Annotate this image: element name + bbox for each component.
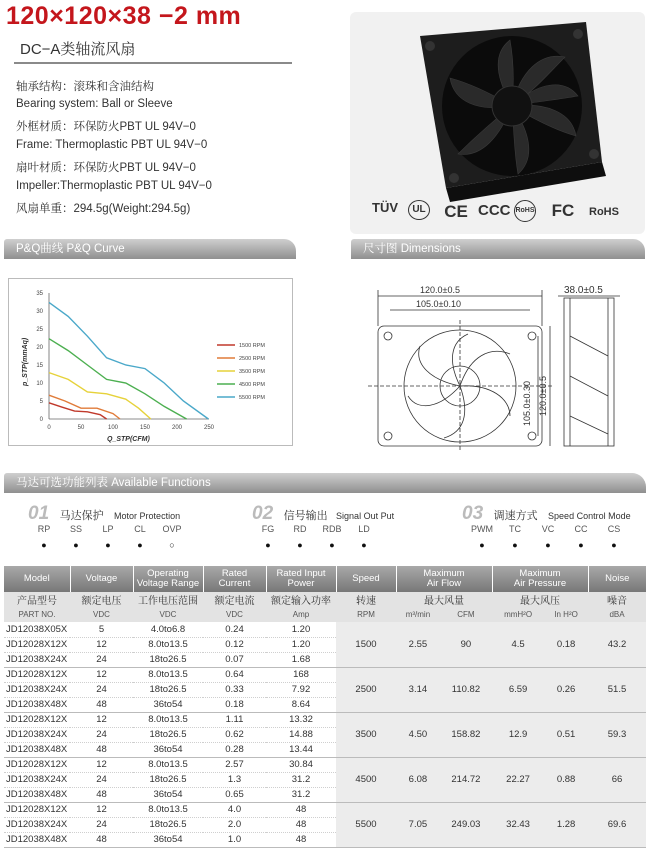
table-cell: 0.18 (203, 697, 266, 712)
group-cell-noise: 66 (588, 757, 646, 802)
x-tick-label: 0 (47, 425, 51, 431)
group-cell-noise: 69.6 (588, 802, 646, 847)
table-cell: 5 (70, 622, 133, 637)
table-cell: 31.2 (266, 772, 336, 787)
table-cell: 12 (70, 637, 133, 652)
spec-table (4, 566, 646, 848)
table-cell: 1.0 (203, 832, 266, 847)
function-code: TC (509, 524, 521, 534)
y-axis-label: p_STP(mmAq) (22, 337, 29, 386)
table-cell: 31.2 (266, 787, 336, 802)
table-cell: 18to26.5 (133, 817, 203, 832)
y-tick-label: 5 (39, 399, 43, 405)
th-pressure: Maximum Air Pressure (492, 566, 588, 592)
table-cell: 1.20 (266, 637, 336, 652)
table-cell: 0.65 (203, 787, 266, 802)
group-cell-m3: 7.05 (396, 802, 440, 847)
group-cell-cfm: 158.82 (440, 712, 492, 757)
group-cell-mmh2o: 22.27 (492, 757, 544, 802)
rohs-icon: RoHS (589, 206, 619, 218)
table-cell: 0.64 (203, 667, 266, 682)
spec-frame-cn: 外框材质：环保防火PBT UL 94V−0 (16, 121, 196, 133)
y-tick-label: 35 (36, 291, 43, 297)
table-row (4, 712, 646, 727)
function-code: RD (293, 524, 307, 534)
th-speed: Speed (336, 566, 396, 592)
group-cell-cfm: 90 (440, 622, 492, 667)
table-cell: JD12038X24X (4, 727, 70, 742)
table-cell: 0.12 (203, 637, 266, 652)
table-cell: 8.0to13.5 (133, 712, 203, 727)
legend-label: 1500 RPM (239, 343, 265, 349)
x-tick-label: 100 (107, 425, 119, 431)
section-dimensions: 尺寸图 Dimensions (351, 239, 645, 259)
cn-current: 额定电流 (203, 592, 266, 607)
table-cell: 18to26.5 (133, 727, 203, 742)
table-cell: JD12028X12X (4, 712, 70, 727)
table-cell: 1.68 (266, 652, 336, 667)
rohs-check-icon: RoHS (514, 200, 536, 222)
group-cell-cfm: 249.03 (440, 802, 492, 847)
group-cell-mmh2o: 32.43 (492, 802, 544, 847)
group-cell-noise: 43.2 (588, 622, 646, 667)
function-availability-mark: ● (479, 540, 485, 550)
group-cell-cfm: 214.72 (440, 757, 492, 802)
table-cell: 48 (70, 742, 133, 757)
table-row (4, 802, 646, 817)
table-cell: JD12038X48X (4, 787, 70, 802)
unit-mmh2o: mmH²O (492, 607, 544, 622)
group-cell-speed: 1500 (336, 622, 396, 667)
group-cell-inh2o: 0.51 (544, 712, 588, 757)
function-code: CL (134, 524, 146, 534)
table-cell: JD12038X24X (4, 817, 70, 832)
pq-chart (9, 279, 294, 447)
function-number: 01 (28, 503, 50, 524)
function-availability-mark: ● (512, 540, 518, 550)
table-cell: 168 (266, 667, 336, 682)
dim-outer-height: 120.0±0.5 (538, 376, 548, 416)
spec-impeller-en: Impeller:Thermoplastic PBT UL 94V−0 (16, 180, 212, 192)
table-cell: 4.0to6.8 (133, 622, 203, 637)
function-group-signal (252, 503, 394, 525)
table-cell: 2.57 (203, 757, 266, 772)
th-model: Model (4, 566, 70, 592)
y-tick-label: 0 (39, 417, 43, 423)
table-cell: 48 (266, 802, 336, 817)
cn-voltage: 额定电压 (70, 592, 133, 607)
th-airflow: Maximum Air Flow (396, 566, 492, 592)
table-cell: 12 (70, 757, 133, 772)
table-cell: 1.11 (203, 712, 266, 727)
table-cell: 24 (70, 817, 133, 832)
function-code: RDB (322, 524, 342, 534)
table-row (4, 622, 646, 637)
th-noise: Noise (588, 566, 646, 592)
group-cell-speed: 2500 (336, 667, 396, 712)
group-cell-mmh2o: 12.9 (492, 712, 544, 757)
function-number: 02 (252, 503, 274, 524)
function-title-en: Signal Out Put (336, 511, 395, 521)
table-cell: JD12038X24X (4, 652, 70, 667)
table-cell: 18to26.5 (133, 652, 203, 667)
x-tick-label: 200 (171, 425, 183, 431)
group-cell-speed: 5500 (336, 802, 396, 847)
dim-depth: 38.0±0.5 (564, 285, 603, 296)
section-functions: 马达可选功能列表 Available Functions (4, 473, 646, 493)
function-availability-mark: ● (73, 540, 79, 550)
cn-airflow: 最大风量 (396, 592, 492, 607)
table-cell: JD12038X48X (4, 742, 70, 757)
function-code: LD (358, 524, 370, 534)
table-cell: JD12038X24X (4, 772, 70, 787)
group-cell-speed: 4500 (336, 757, 396, 802)
table-cell: 14.88 (266, 727, 336, 742)
function-group-speed (462, 503, 631, 525)
unit-vdc: VDC (70, 607, 133, 622)
function-availability-mark: ● (545, 540, 551, 550)
y-tick-label: 30 (36, 309, 43, 315)
function-availability-mark: ● (265, 540, 271, 550)
spec-frame-en: Frame: Thermoplastic PBT UL 94V−0 (16, 139, 208, 151)
function-availability-mark: ● (578, 540, 584, 550)
table-cell: 18to26.5 (133, 682, 203, 697)
group-cell-cfm: 110.82 (440, 667, 492, 712)
spec-bearing-cn: 轴承结构：滚珠和含油结构 (16, 81, 154, 93)
table-cell: 13.32 (266, 712, 336, 727)
function-availability-mark: ● (105, 540, 111, 550)
table-cell: 48 (266, 832, 336, 847)
cn-pressure: 最大风压 (492, 592, 588, 607)
group-cell-inh2o: 0.18 (544, 622, 588, 667)
legend-label: 4500 RPM (239, 382, 265, 388)
unit-cfm: CFM (440, 607, 492, 622)
unit-rpm: RPM (336, 607, 396, 622)
function-availability-mark: ● (329, 540, 335, 550)
th-current: Rated Current (203, 566, 266, 592)
spec-weight: 风扇单重：294.5g(Weight:294.5g) (16, 203, 191, 215)
function-code: OVP (162, 524, 182, 534)
y-tick-label: 25 (36, 327, 43, 333)
table-cell: JD12038X48X (4, 832, 70, 847)
ce-icon: CE (444, 202, 468, 221)
table-cell: 0.07 (203, 652, 266, 667)
function-code: PWM (471, 524, 493, 534)
table-cell: 8.0to13.5 (133, 757, 203, 772)
y-tick-label: 10 (36, 381, 43, 387)
legend-label: 3500 RPM (239, 369, 265, 375)
table-cell: 8.0to13.5 (133, 637, 203, 652)
function-availability-mark: ● (41, 540, 47, 550)
table-cell: 12 (70, 667, 133, 682)
x-tick-label: 150 (139, 425, 151, 431)
table-cell: 36to54 (133, 742, 203, 757)
function-code: FG (261, 524, 275, 534)
cn-voltage-range: 工作电压范围 (133, 592, 203, 607)
table-cell: JD12028X12X (4, 667, 70, 682)
unit-m3min: m³/min (396, 607, 440, 622)
table-cell: 0.24 (203, 622, 266, 637)
x-axis-label: Q_STP(CFM) (107, 436, 150, 443)
group-cell-m3: 4.50 (396, 712, 440, 757)
table-cell: 24 (70, 772, 133, 787)
table-cell: 1.3 (203, 772, 266, 787)
table-cell: JD12038X48X (4, 697, 70, 712)
table-row (4, 667, 646, 682)
function-availability-mark: ● (611, 540, 617, 550)
table-cell: JD12038X05X (4, 622, 70, 637)
function-title-en: Speed Control Mode (548, 511, 631, 521)
x-tick-label: 50 (77, 425, 85, 431)
function-group-motor (28, 503, 180, 525)
table-cell: 48 (70, 787, 133, 802)
dim-hole-width: 105.0±0.10 (416, 299, 461, 309)
function-availability-mark: ● (361, 540, 367, 550)
group-cell-mmh2o: 6.59 (492, 667, 544, 712)
cn-speed: 转速 (336, 592, 396, 607)
ul-icon: UL (408, 200, 430, 220)
function-code: RP (37, 524, 51, 534)
series-line-4500-rpm (49, 339, 187, 419)
table-cell: 12 (70, 712, 133, 727)
unit-part: PART NO. (4, 607, 70, 622)
table-cell: JD12028X12X (4, 637, 70, 652)
table-cell: 24 (70, 682, 133, 697)
function-availability-mark: ○ (169, 540, 175, 550)
x-tick-label: 250 (203, 425, 215, 431)
unit-inh2o: In H²O (544, 607, 588, 622)
dim-outer-width: 120.0±0.5 (420, 285, 460, 295)
function-number: 03 (462, 503, 484, 524)
th-power: Rated Input Power (266, 566, 336, 592)
spec-bearing-en: Bearing system: Ball or Sleeve (16, 98, 173, 110)
ccc-icon: CCC (478, 202, 511, 219)
table-cell: 12 (70, 802, 133, 817)
section-pq-curve: P&Q曲线 P&Q Curve (4, 239, 296, 259)
table-cell: 36to54 (133, 697, 203, 712)
table-cell: 7.92 (266, 682, 336, 697)
function-title-en: Motor Protection (114, 511, 181, 521)
table-cell: 48 (266, 817, 336, 832)
page-title: 120×120×38 −2 mm (6, 2, 242, 30)
table-cell: 0.28 (203, 742, 266, 757)
group-cell-noise: 51.5 (588, 667, 646, 712)
table-row (4, 757, 646, 772)
table-cell: 30.84 (266, 757, 336, 772)
function-code: SS (69, 524, 82, 534)
table-cell: 2.0 (203, 817, 266, 832)
table-cell: 36to54 (133, 832, 203, 847)
dimension-drawing (360, 276, 642, 458)
table-cell: 8.0to13.5 (133, 802, 203, 817)
cn-noise: 噪音 (588, 592, 646, 607)
function-title-cn: 马达保护 (59, 510, 104, 522)
spec-impeller-cn: 扇叶材质：环保防火PBT UL 94V−0 (16, 162, 196, 174)
table-cell: 0.33 (203, 682, 266, 697)
page-subtitle: DC−A类轴流风扇 (20, 41, 136, 58)
table-cell: 48 (70, 697, 133, 712)
function-code: CS (607, 524, 621, 534)
table-cell: 48 (70, 832, 133, 847)
group-cell-speed: 3500 (336, 712, 396, 757)
function-code: LP (102, 524, 114, 534)
legend-label: 2500 RPM (239, 356, 265, 362)
series-line-1500-rpm (49, 403, 107, 419)
table-cell: 8.64 (266, 697, 336, 712)
table-cell: 4.0 (203, 802, 266, 817)
unit-vdc: VDC (133, 607, 203, 622)
group-cell-inh2o: 0.26 (544, 667, 588, 712)
y-tick-label: 15 (36, 363, 43, 369)
function-title-cn: 信号输出 (283, 510, 328, 522)
fc-icon: FC (551, 201, 575, 220)
tuv-icon: TÜV (372, 200, 398, 215)
table-cell: 8.0to13.5 (133, 667, 203, 682)
group-cell-m3: 3.14 (396, 667, 440, 712)
table-cell: 24 (70, 652, 133, 667)
y-tick-label: 20 (36, 345, 43, 351)
cn-model: 产品型号 (4, 592, 70, 607)
table-cell: 0.62 (203, 727, 266, 742)
pq-chart-box (8, 278, 293, 446)
series-line-3500-rpm (49, 373, 151, 419)
table-cell: 18to26.5 (133, 772, 203, 787)
group-cell-mmh2o: 4.5 (492, 622, 544, 667)
table-cell: JD12038X24X (4, 682, 70, 697)
cn-power: 额定输入功率 (266, 592, 336, 607)
group-cell-noise: 59.3 (588, 712, 646, 757)
function-title-cn: 调速方式 (493, 510, 538, 522)
function-code: CC (574, 524, 588, 534)
th-voltage-range: Operating Voltage Range (133, 566, 203, 592)
group-cell-inh2o: 0.88 (544, 757, 588, 802)
group-cell-m3: 2.55 (396, 622, 440, 667)
legend-label: 5500 RPM (239, 395, 265, 401)
unit-amp: Amp (266, 607, 336, 622)
table-cell: 36to54 (133, 787, 203, 802)
group-cell-m3: 6.08 (396, 757, 440, 802)
th-voltage: Voltage (70, 566, 133, 592)
function-availability-mark: ● (297, 540, 303, 550)
dim-hole-height: 105.0±0.30 (522, 381, 532, 426)
table-cell: 1.20 (266, 622, 336, 637)
table-cell: 13.44 (266, 742, 336, 757)
table-cell: JD12028X12X (4, 757, 70, 772)
function-code: VC (541, 524, 555, 534)
table-cell: JD12028X12X (4, 802, 70, 817)
title-divider (14, 62, 292, 64)
function-availability-mark: ● (137, 540, 143, 550)
unit-vdc: VDC (203, 607, 266, 622)
group-cell-inh2o: 1.28 (544, 802, 588, 847)
table-cell: 24 (70, 727, 133, 742)
unit-dba: dBA (588, 607, 646, 622)
